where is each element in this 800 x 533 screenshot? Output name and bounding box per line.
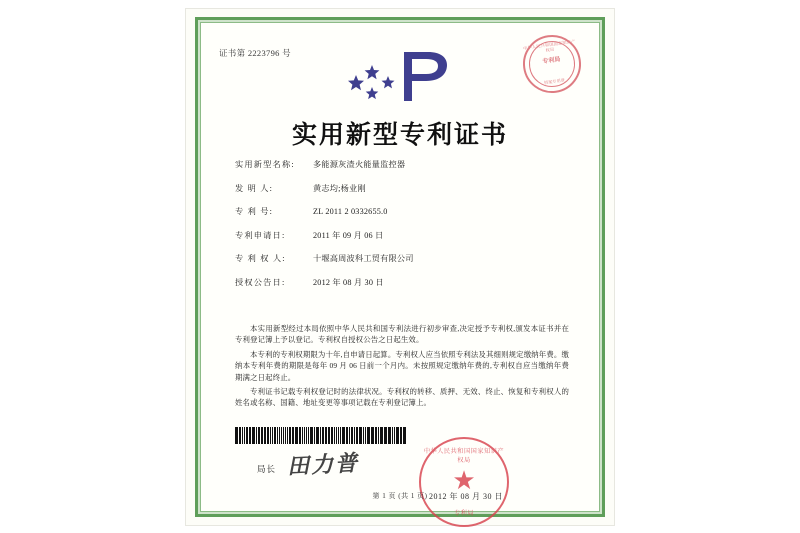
patent-certificate — [185, 8, 615, 526]
star-icon: ★ — [452, 466, 476, 495]
archive-seal-center-text: 专利局 — [542, 56, 561, 66]
certificate-serial-number: 证书第 2223796 号 — [219, 48, 291, 58]
archive-seal — [519, 31, 585, 97]
field-row — [235, 230, 569, 241]
body-paragraph: 本专利的专利权期限为十年,自申请日起算。专利权人应当依照专利法及其细则规定缴纳年费。缴纳本专利年费的期限是每年 09 月 06 日前一个月内。未按照规定缴纳年费的,专利权自应当缴纳年费期满之日起终止。 — [235, 349, 569, 382]
page-footer: 第 1 页 (共 1 页) — [372, 492, 428, 500]
field-label: 发 明 人: — [235, 183, 274, 193]
field-value: 2012 年 08 月 30 日 — [313, 277, 384, 287]
field-label: 专 利 号: — [235, 207, 274, 216]
field-row — [235, 253, 569, 264]
patent-office-emblem-icon — [348, 49, 468, 105]
body-paragraph: 本实用新型经过本局依照中华人民共和国专利法进行初步审查,决定授予专利权,颁发本证书并在专利登记簿上予以登记。专利权自授权公告之日起生效。 — [235, 324, 569, 345]
page-title: 实用新型专利证书 — [291, 120, 508, 149]
signature-name: 田力普 — [286, 450, 360, 480]
field-label: 授权公告日: — [235, 277, 286, 287]
field-label: 专 利 权 人: — [235, 254, 286, 263]
official-seal-arc-text: 中华人民共和国国家知识产权局 — [423, 448, 505, 464]
archive-seal-arc-text: 中华人民共和国国家知识产权局 — [522, 38, 576, 53]
field-row — [235, 206, 569, 217]
signature-label: 局长 — [257, 464, 277, 474]
field-value: 黄志均;杨业刚 — [313, 183, 366, 193]
certificate-paper — [201, 23, 599, 517]
field-row — [235, 159, 569, 170]
field-value: 十堰高周波科工贸有限公司 — [313, 254, 414, 263]
official-seal-bottom-text: 专利局 — [453, 510, 475, 517]
official-round-seal — [419, 437, 509, 527]
field-value: 多能源灰渣火能量监控器 — [313, 160, 406, 169]
archive-seal-bottom-text: 档案专用章 — [543, 77, 566, 86]
certificate-body — [235, 323, 569, 412]
field-label: 实用新型名称: — [235, 160, 295, 169]
field-value: ZL 2011 2 0332655.0 — [313, 207, 388, 216]
body-paragraph: 专利证书记载专利权登记时的法律状况。专利权的转移、质押、无效、终止、恢复和专利权人的姓名或名称、国籍、地址变更等事项记载在专利登记簿上。 — [235, 387, 569, 408]
seal-date: 2012 年 08 月 30 日 — [429, 492, 503, 501]
barcode — [235, 427, 410, 444]
certificate-fields — [235, 159, 569, 300]
field-label: 专利申请日: — [235, 230, 286, 240]
field-row — [235, 277, 569, 288]
field-row — [235, 183, 569, 194]
field-value: 2011 年 09 月 06 日 — [313, 230, 384, 240]
